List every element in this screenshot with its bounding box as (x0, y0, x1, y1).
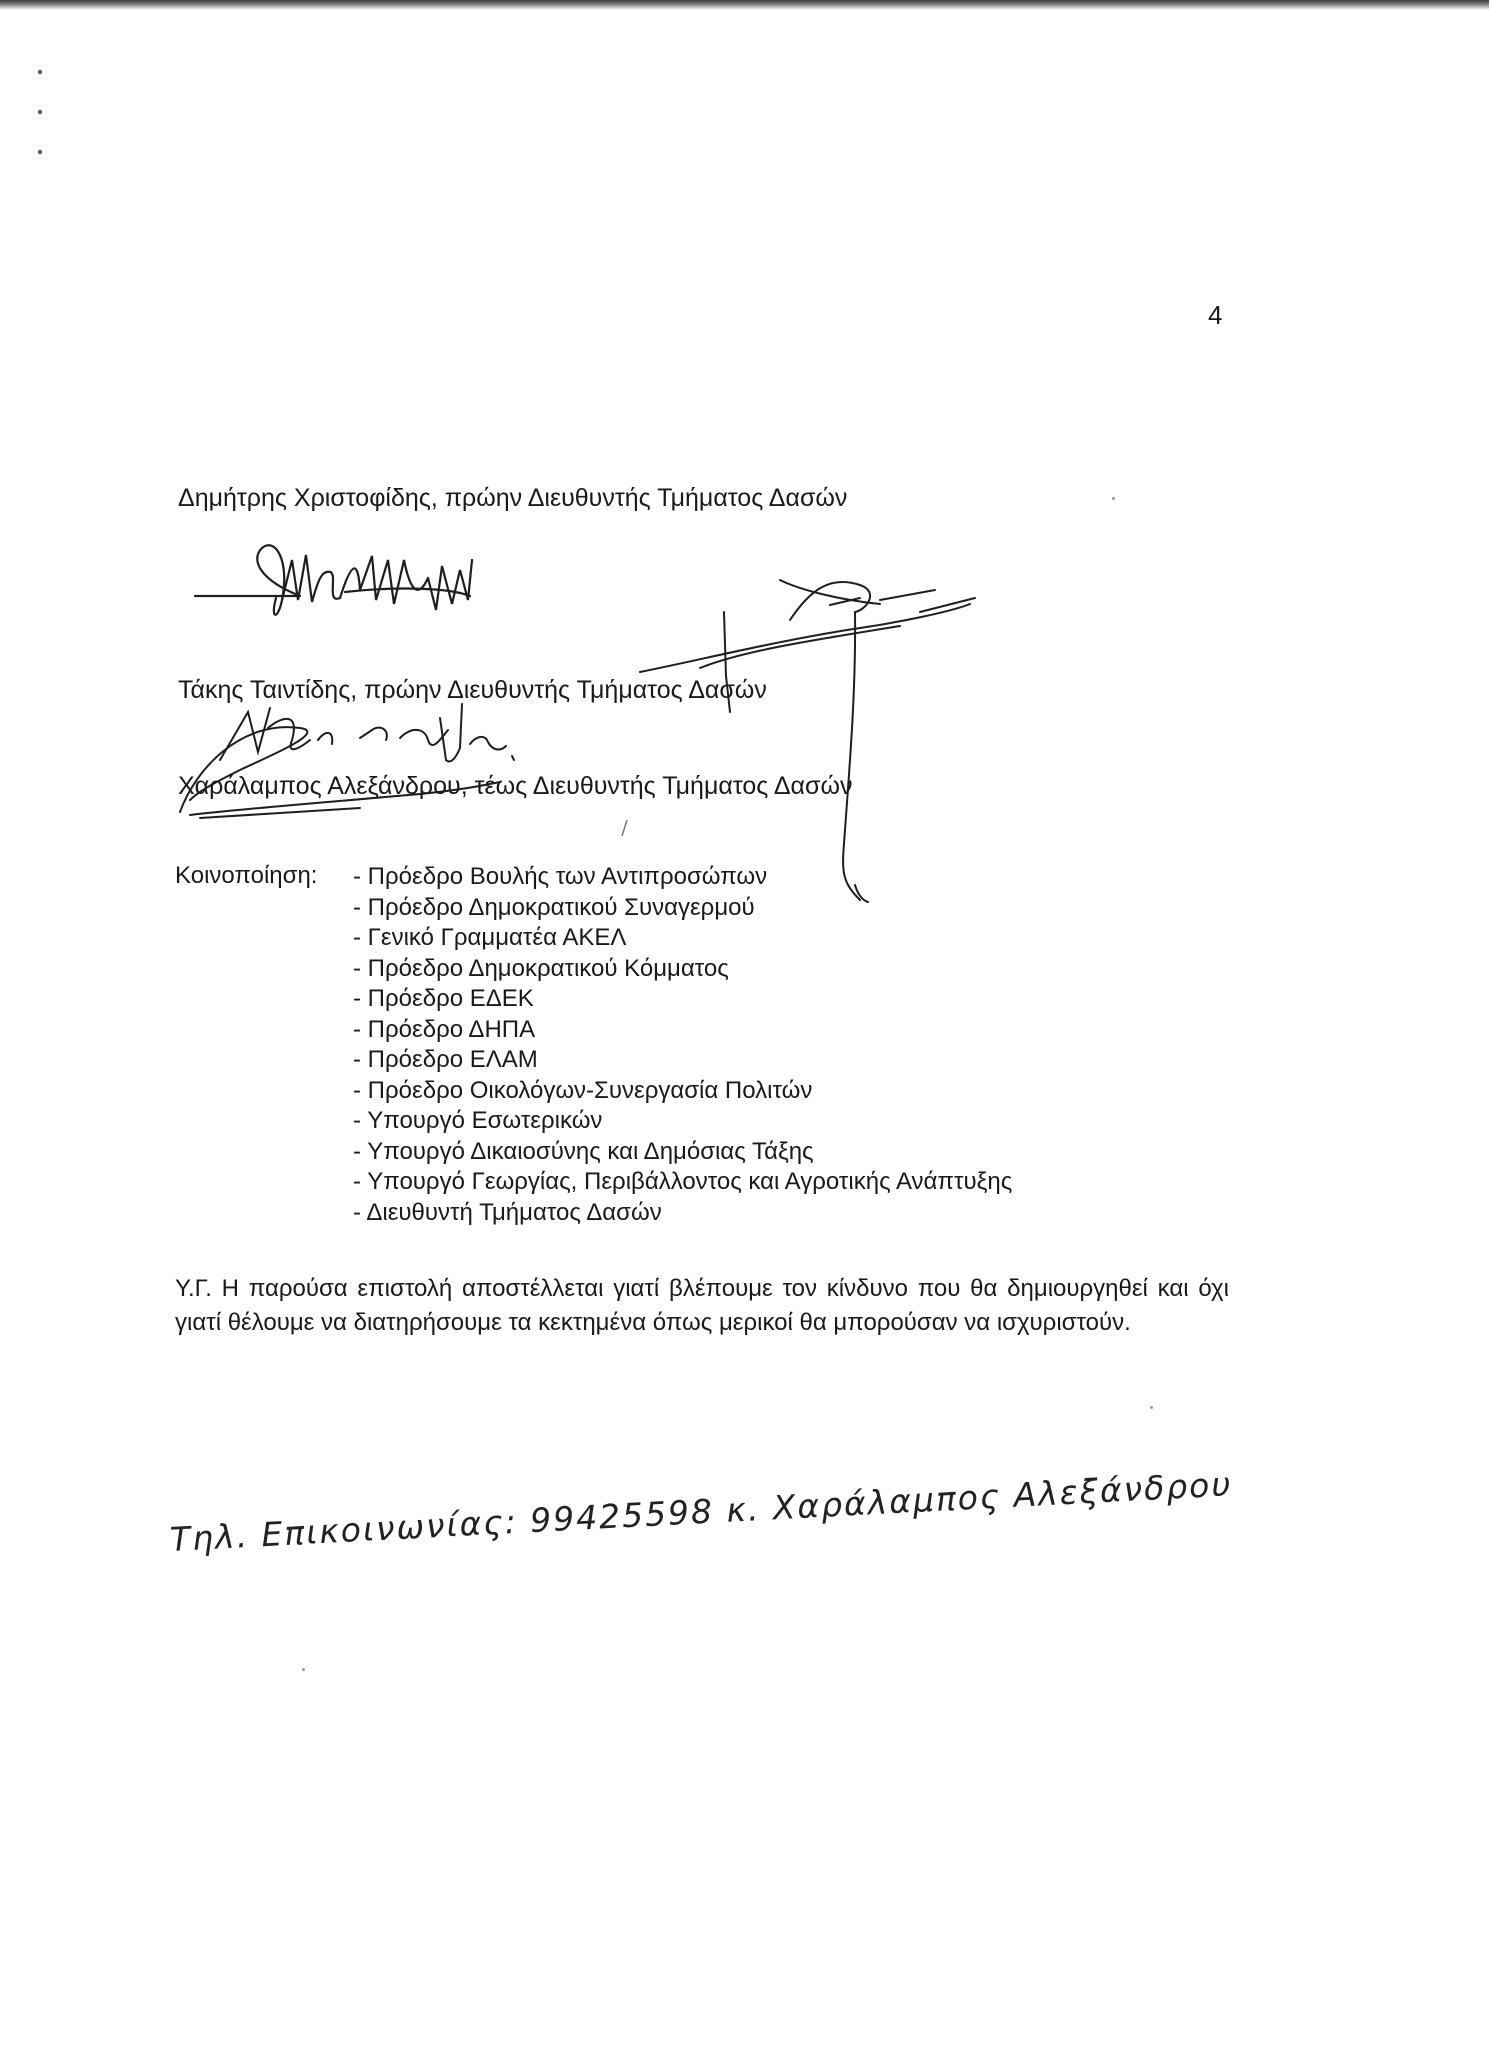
page-number: 4 (1208, 300, 1223, 330)
scan-speck (302, 1668, 305, 1671)
cc-label: Κοινοποίηση: (175, 862, 318, 889)
scan-speck (1112, 497, 1115, 500)
cc-recipient: - Πρόεδρο Οικολόγων-Συνεργασία Πολιτών (353, 1076, 1012, 1107)
cc-recipient: - Πρόεδρο ΔΗΠΑ (353, 1015, 1012, 1046)
cc-recipient: - Πρόεδρο Δημοκρατικού Συναγερμού (353, 893, 1012, 924)
cc-recipient: - Πρόεδρο Δημοκρατικού Κόμματος (353, 954, 1012, 985)
stray-mark (622, 820, 627, 836)
cc-recipient: - Υπουργό Εσωτερικών (353, 1106, 1012, 1137)
handwritten-contact-note: Τηλ. Επικοινωνίας: 99425598 κ. Χαράλαμπος Αλεξάνδρου (168, 1464, 1234, 1559)
scan-top-edge (0, 0, 1489, 10)
signatory-alexandrou: Χαράλαμπος Αλεξάνδρου, τέως Διευθυντής Τμήματος Δασών (178, 772, 853, 800)
scan-speck (1150, 1406, 1153, 1409)
cc-recipient: - Πρόεδρο ΕΔΕΚ (353, 984, 1012, 1015)
cc-recipient: - Υπουργό Δικαιοσύνης και Δημόσιας Τάξης (353, 1137, 1012, 1168)
cc-recipient: - Πρόεδρο ΕΛΑΜ (353, 1045, 1012, 1076)
cc-recipient: - Διευθυντή Τμήματος Δασών (353, 1198, 1012, 1229)
postscript: Υ.Γ. Η παρούσα επιστολή αποστέλλεται γιατί βλέπουμε τον κίνδυνο που θα δημιουργηθεί και όχι γιατί θέλουμε να διατηρήσουμε τα κεκτημένα όπως μερικοί θα μπορούσαν να ισχυριστούν. (175, 1275, 1229, 1336)
signature-christofides (195, 545, 472, 615)
cc-recipient: - Γενικό Γραμματέα ΑΚΕΛ (353, 923, 1012, 954)
signatory-taintides: Τάκης Ταιντίδης, πρώην Διευθυντής Τμήματος Δασών (178, 676, 767, 704)
cc-recipient: - Υπουργό Γεωργίας, Περιβάλλοντος και Αγροτικής Ανάπτυξης (353, 1167, 1012, 1198)
cc-recipient-list (353, 862, 1012, 1228)
scan-margin-marks (38, 70, 44, 160)
signature-taintides (640, 580, 975, 902)
signatory-christofides: Δημήτρης Χριστοφίδης, πρώην Διευθυντής Τμήματος Δασών (178, 484, 848, 512)
cc-recipient: - Πρόεδρο Βουλής των Αντιπροσώπων (353, 862, 1012, 893)
